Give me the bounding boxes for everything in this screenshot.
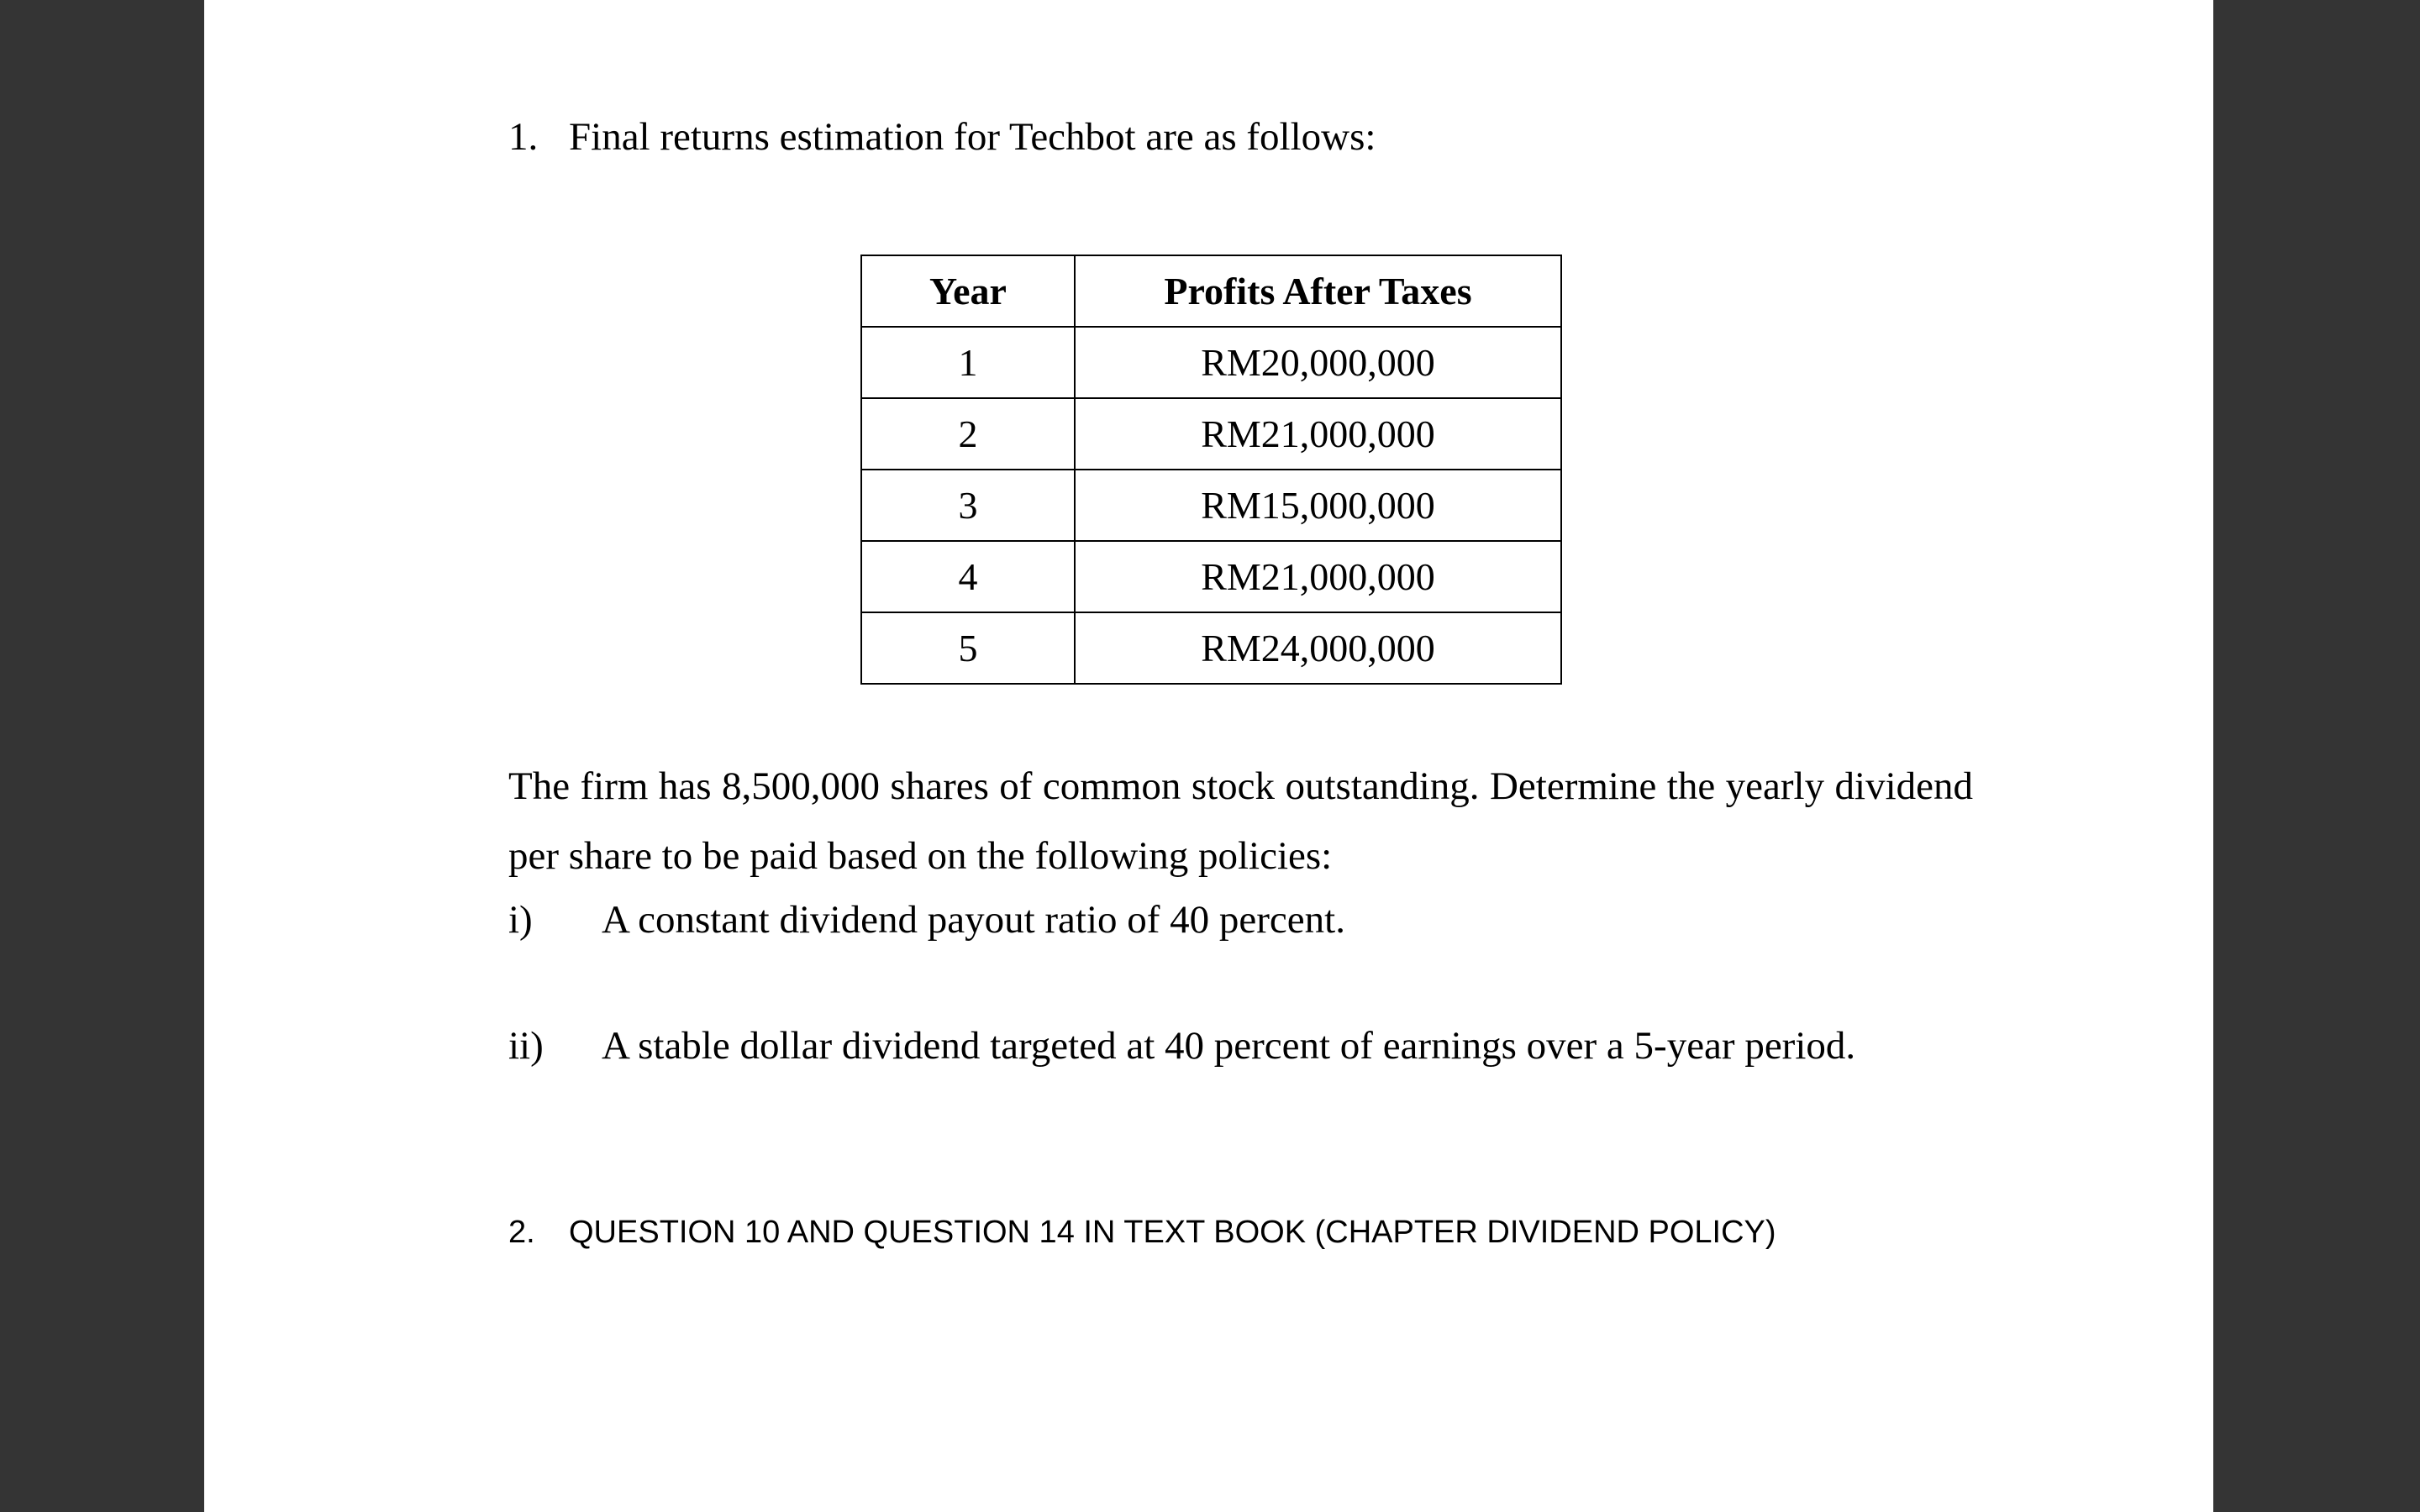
profit-cell: RM20,000,000 — [1075, 327, 1561, 398]
table-row — [861, 398, 1561, 470]
profit-cell: RM21,000,000 — [1075, 541, 1561, 612]
profits-table — [860, 255, 1562, 685]
header-profits-after-taxes: Profits After Taxes — [1075, 255, 1561, 327]
table-row — [861, 470, 1561, 541]
policy-item-1 — [508, 897, 1345, 942]
table-row — [861, 541, 1561, 612]
year-cell: 4 — [861, 541, 1075, 612]
document-page — [204, 0, 2213, 1512]
header-year: Year — [861, 255, 1075, 327]
policy-text: A constant dividend payout ratio of 40 percent. — [602, 898, 1345, 942]
policy-marker: ii) — [508, 1024, 544, 1068]
year-cell: 5 — [861, 612, 1075, 684]
profit-cell: RM21,000,000 — [1075, 398, 1561, 470]
profit-cell: RM24,000,000 — [1075, 612, 1561, 684]
table-row — [861, 327, 1561, 398]
question-2-heading — [508, 1215, 1776, 1251]
profit-cell: RM15,000,000 — [1075, 470, 1561, 541]
question-1-number: 1. — [508, 115, 539, 159]
policy-item-2 — [508, 1023, 1855, 1068]
policy-marker: i) — [508, 898, 533, 942]
question-1-heading — [508, 114, 1376, 160]
year-cell: 2 — [861, 398, 1075, 470]
table-header-row — [861, 255, 1561, 327]
question-2-text: QUESTION 10 AND QUESTION 14 IN TEXT BOOK (CHAPTER DIVIDEND POLICY) — [569, 1215, 1776, 1250]
policy-text: A stable dollar dividend targeted at 40 percent of earnings over a 5-year period. — [602, 1024, 1856, 1068]
question-1-title: Final returns estimation for Techbot are as follows: — [569, 115, 1376, 159]
year-cell: 1 — [861, 327, 1075, 398]
question-1-paragraph: The firm has 8,500,000 shares of common stock outstanding. Determine the yearly dividend per share to be paid based on the following policies: — [508, 764, 1973, 878]
year-cell: 3 — [861, 470, 1075, 541]
question-2-number: 2. — [508, 1215, 535, 1250]
table-row — [861, 612, 1561, 684]
